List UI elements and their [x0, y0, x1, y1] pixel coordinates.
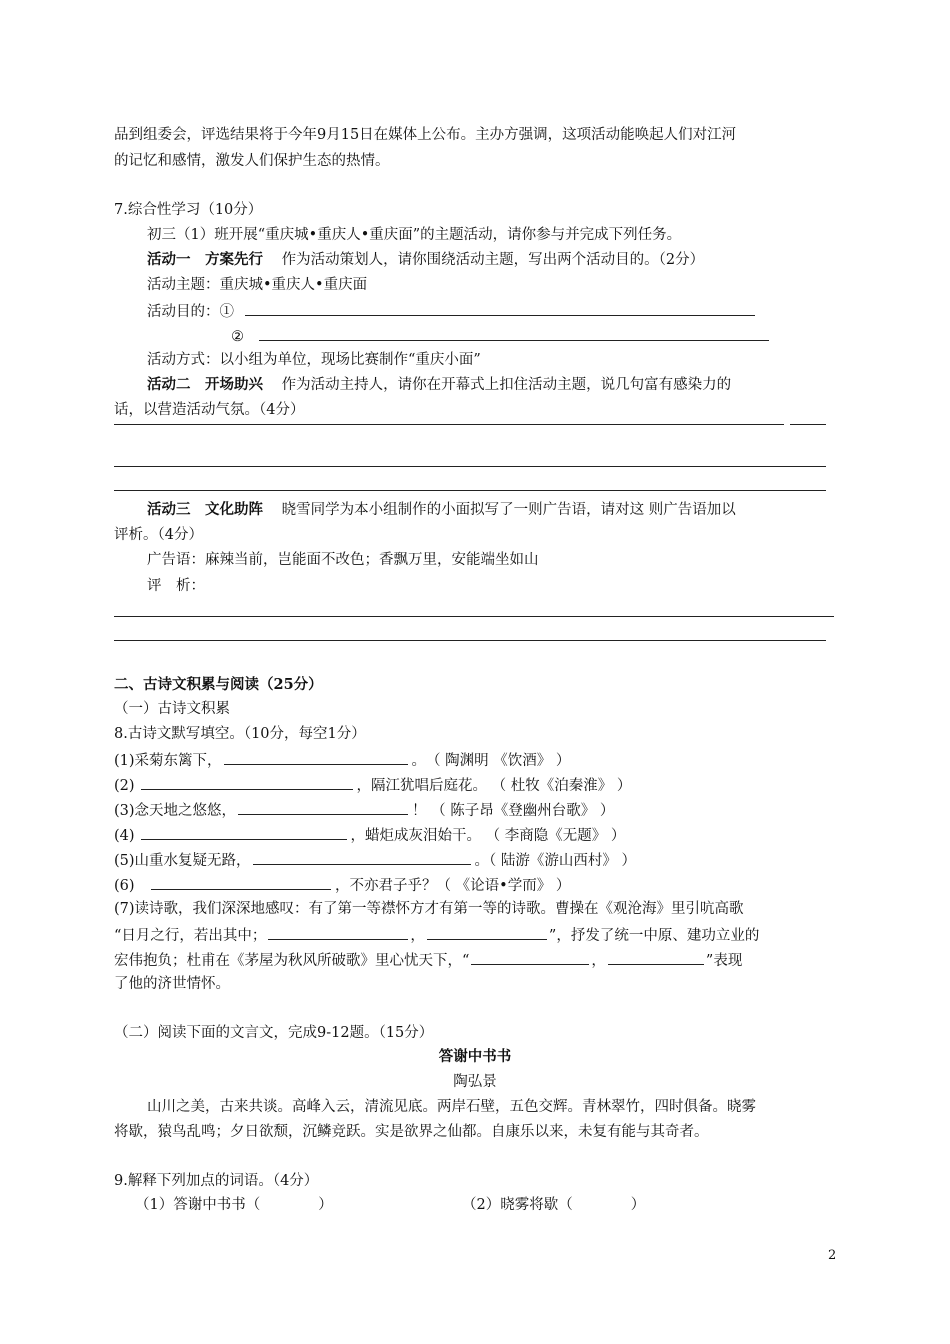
passage-line-2: 将歇，猿鸟乱鸣；夕日欲颓，沉鳞竞跃。实是欲界之仙都。自康乐以来，未复有能与其奇者。	[114, 1124, 709, 1140]
answer-line[interactable]	[114, 466, 826, 467]
q8-item-6-post: ，不亦君子乎？（ 《论语•学而》 ）	[335, 878, 571, 894]
q8-item-2-pre: (2)	[114, 778, 135, 794]
answer-line[interactable]	[114, 424, 784, 425]
q8-item-3-blank[interactable]	[238, 799, 408, 815]
q8-7-blank-4[interactable]	[608, 949, 704, 965]
passage-author: 陶弘景	[453, 1074, 497, 1090]
answer-line[interactable]	[114, 640, 826, 641]
answer-line[interactable]	[114, 490, 826, 491]
q8-7-text-d: 宏伟抱负；杜甫在《茅屋为秋风所破歌》里心忧天下，“	[114, 953, 470, 969]
q8-item-5-blank[interactable]	[253, 849, 471, 865]
activity-theme: 活动主题：重庆城•重庆人•重庆面	[147, 277, 368, 293]
activity-2-text: 作为活动主持人，请你在开幕式上扣住活动主题，说几句富有感染力的	[281, 377, 732, 393]
activity-1-text: 作为活动策划人，请你围绕活动主题，写出两个活动目的。（2分）	[281, 252, 705, 268]
passage-title: 答谢中书书	[438, 1048, 512, 1065]
q8-item-2-post: ，隔江犹唱后庭花。 （ 杜牧《泊秦淮》 ）	[356, 778, 632, 794]
q8-7-text-f: ”表现	[705, 953, 743, 969]
q8-item-1	[114, 749, 570, 771]
q8-7-blank-2[interactable]	[427, 924, 547, 940]
answer-line[interactable]	[114, 616, 834, 617]
q8-7-blank-3[interactable]	[471, 949, 589, 965]
q8-item-3-post: ！ （ 陈子昂《登幽州台歌》 ）	[412, 803, 615, 819]
q8-7-text-c: ”，抒发了统一中原、建功立业的	[548, 928, 760, 944]
q8-item-5-post: 。（ 陆游《游山西村》 ）	[474, 853, 637, 869]
activity-2-cont: 话，以营造活动气氛。（4分）	[114, 402, 305, 418]
answer-line[interactable]	[790, 424, 826, 425]
q8-item-7-line-3	[114, 949, 742, 971]
q7-activity-1	[147, 250, 704, 270]
q8-item-3	[114, 799, 614, 821]
comment-label: 评 析：	[147, 578, 205, 594]
section-2-sub-1: （一）古诗文积累	[114, 701, 230, 717]
purpose-1-blank[interactable]	[245, 300, 755, 316]
q8-item-3-pre: (3)念天地之悠悠，	[114, 803, 237, 819]
q8-item-4-blank[interactable]	[141, 824, 347, 840]
activity-2-label: 活动二 开场助兴	[147, 376, 263, 393]
q7-intro: 初三（1）班开展“重庆城•重庆人•重庆面”的主题活动，请你参与并完成下列任务。	[147, 227, 682, 243]
purpose-2-label: ②	[231, 329, 244, 345]
q9-item-2: （2）晓雾将歇（ ）	[462, 1197, 646, 1213]
activity-1-label: 活动一 方案先行	[147, 251, 263, 268]
purpose-label: 活动目的：①	[147, 304, 234, 320]
q7-activity-2	[147, 375, 731, 395]
section-2-title: 二、古诗文积累与阅读（25分）	[114, 676, 323, 693]
intro-line-2: 的记忆和感情，激发人们保护生态的热情。	[114, 153, 390, 169]
activity-purpose-2	[231, 325, 769, 347]
activity-method: 活动方式：以小组为单位，现场比赛制作“重庆小面”	[147, 352, 481, 368]
slogan: 广告语：麻辣当前，岂能面不改色；香飘万里，安能端坐如山	[147, 552, 539, 568]
q8-item-2	[114, 774, 631, 796]
q8-7-text-a: “日月之行，若出其中；	[114, 928, 267, 944]
q7-title: 7.综合性学习（10分）	[114, 202, 263, 218]
q8-item-7-line-4: 了他的济世情怀。	[114, 976, 230, 992]
q8-title: 8.古诗文默写填空。（10分，每空1分）	[114, 726, 366, 742]
q8-item-2-blank[interactable]	[141, 774, 353, 790]
section-2-sub-2: （二）阅读下面的文言文，完成9-12题。（15分）	[114, 1025, 434, 1041]
q8-item-7-line-1: (7)读诗歌，我们深深地感叹：有了第一等襟怀方才有第一等的诗歌。曹操在《观沧海》里引吭高歌	[114, 901, 744, 917]
activity-3-label: 活动三 文化助阵	[147, 501, 263, 518]
q8-item-1-post: 。 （ 陶渊明 《饮酒》 ）	[411, 753, 571, 769]
intro-line-1: 品到组委会，评选结果将于今年9月15日在媒体上公布。主办方强调，这项活动能唤起人们对江河	[114, 127, 737, 143]
activity-purpose-1	[147, 300, 755, 322]
q9-title: 9.解释下列加点的词语。（4分）	[114, 1173, 319, 1189]
q8-7-text-b: ，	[410, 928, 425, 944]
q9-item-1: （1）答谢中书书（ ）	[135, 1197, 333, 1213]
q8-7-text-e: ，	[591, 953, 606, 969]
q8-item-4-post: ，蜡炬成灰泪始干。 （ 李商隐《无题》 ）	[350, 828, 626, 844]
q8-item-5	[114, 849, 636, 871]
purpose-2-blank[interactable]	[259, 325, 769, 341]
q8-7-blank-1[interactable]	[268, 924, 408, 940]
q8-item-6-pre: (6)	[114, 878, 150, 894]
q8-item-5-pre: (5)山重水复疑无路，	[114, 853, 251, 869]
q7-activity-3	[147, 500, 736, 520]
q8-item-7-line-2	[114, 924, 759, 946]
q8-item-4-pre: (4)	[114, 828, 135, 844]
q8-item-4	[114, 824, 625, 846]
q8-item-1-pre: (1)采菊东篱下，	[114, 753, 222, 769]
activity-3-cont: 评析。（4分）	[114, 527, 203, 543]
activity-3-text: 晓雪同学为本小组制作的小面拟写了一则广告语，请对这 则广告语加以	[281, 502, 736, 518]
q8-item-1-blank[interactable]	[224, 749, 408, 765]
q8-item-6	[114, 874, 570, 896]
page-number: 2	[828, 1248, 837, 1263]
passage-line-1: 山川之美，古来共谈。高峰入云，清流见底。两岸石壁，五色交辉。青林翠竹，四时俱备。晓雾	[147, 1099, 756, 1115]
q8-item-6-blank[interactable]	[151, 874, 331, 890]
